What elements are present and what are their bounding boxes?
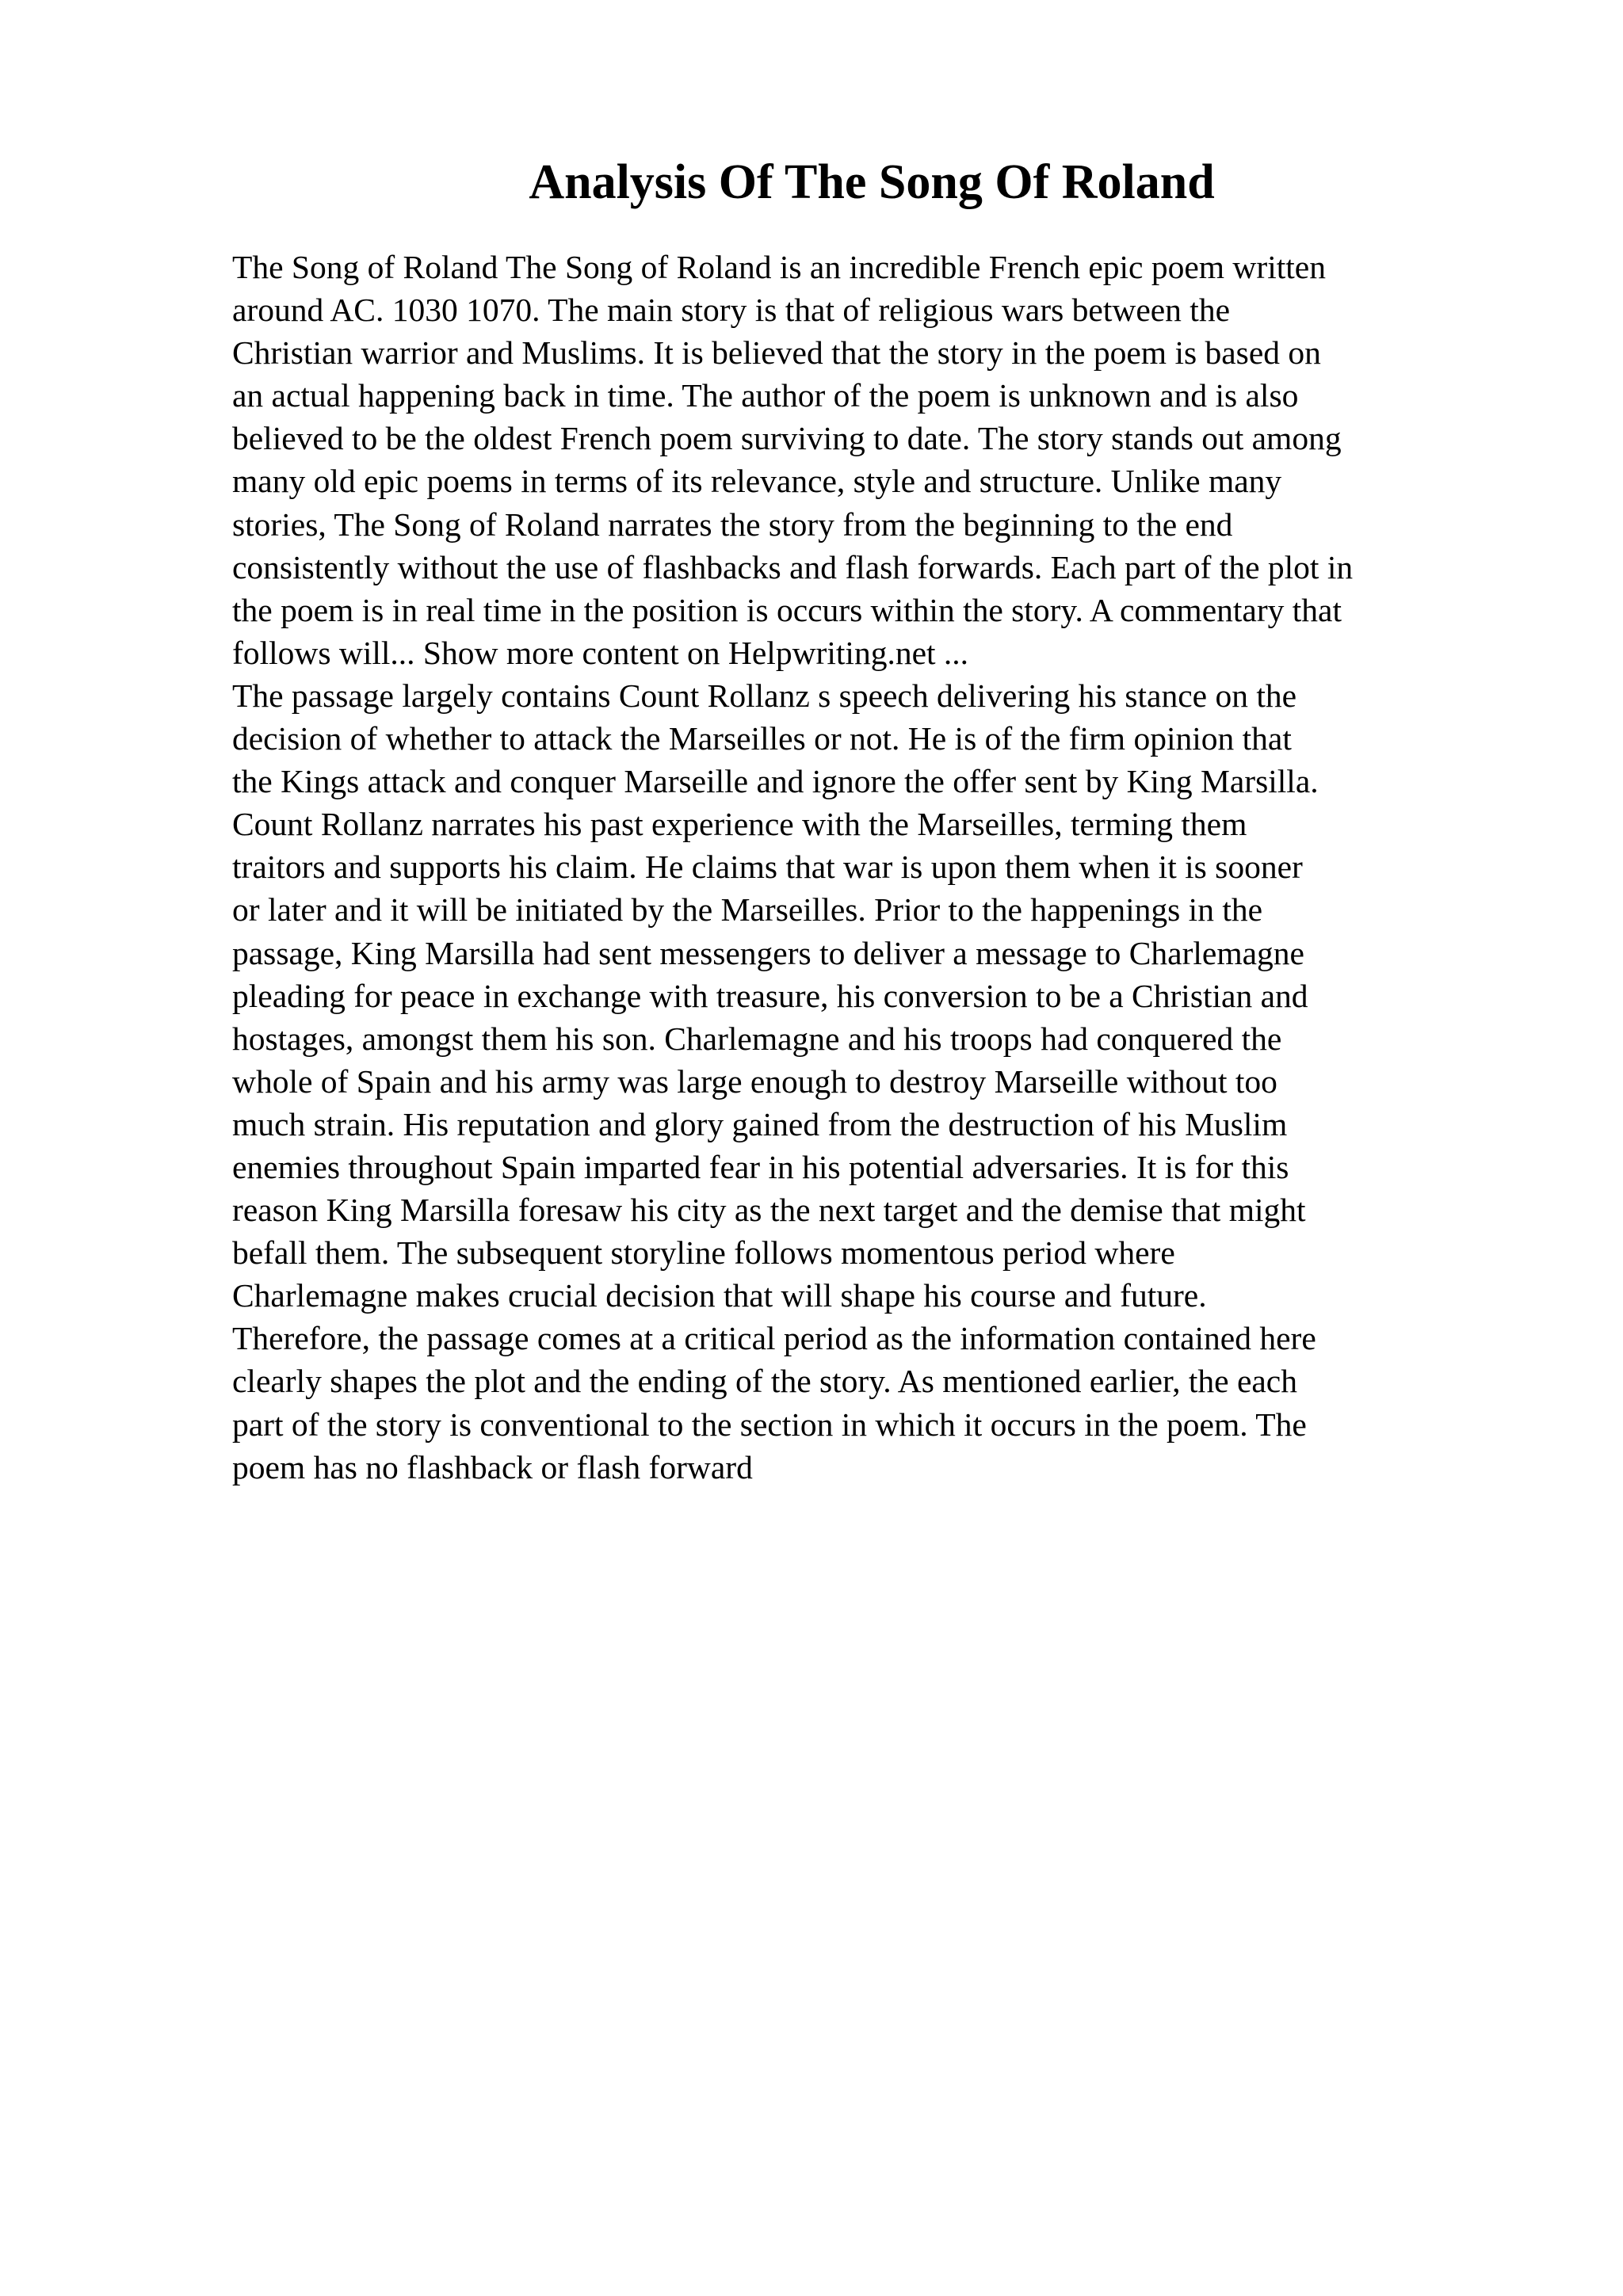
body-text-line: The Song of Roland The Song of Roland is an incredible French epic poem written (232, 249, 1326, 285)
body-text-line: pleading for peace in exchange with treasure, his conversion to be a Christian and (232, 977, 1308, 1014)
body-text-line: The passage largely contains Count Rollanz s speech delivering his stance on the (232, 677, 1297, 714)
body-text-line: an actual happening back in time. The author of the poem is unknown and is also (232, 377, 1299, 414)
body-text-line: reason King Marsilla foresaw his city as the next target and the demise that might (232, 1192, 1306, 1229)
body-text-line: the poem is in real time in the position is occurs within the story. A commentary that (232, 591, 1342, 628)
document-body (232, 246, 1500, 1489)
body-text-line: part of the story is conventional to the section in which it occurs in the poem. The (232, 1405, 1307, 1443)
body-text-line: the Kings attack and conquer Marseille and ignore the offer sent by King Marsilla. (232, 763, 1319, 800)
body-text-line: enemies throughout Spain imparted fear in his potential adversaries. It is for this (232, 1148, 1289, 1185)
body-text-line: much strain. His reputation and glory gained from the destruction of his Muslim (232, 1105, 1288, 1142)
body-text-line: decision of whether to attack the Marseilles or not. He is of the firm opinion that (232, 720, 1292, 757)
body-text-line: clearly shapes the plot and the ending of the story. As mentioned earlier, the each (232, 1363, 1297, 1400)
document-title: Analysis Of The Song Of Roland (529, 155, 1215, 209)
body-text-line: believed to be the oldest French poem surviving to date. The story stands out among (232, 420, 1342, 457)
body-text-line: poem has no flashback or flash forward (232, 1448, 753, 1486)
body-text-line: Charlemagne makes crucial decision that will shape his course and future. (232, 1277, 1207, 1314)
body-text-line: whole of Spain and his army was large enough to destroy Marseille without too (232, 1062, 1277, 1100)
body-text-line: passage, King Marsilla had sent messengers to deliver a message to Charlemagne (232, 934, 1304, 971)
body-text-line: hostages, amongst them his son. Charlemagne and his troops had conquered the (232, 1020, 1282, 1057)
body-text-line: many old epic poems in terms of its relevance, style and structure. Unlike many (232, 463, 1282, 500)
body-text-line: stories, The Song of Roland narrates the story from the beginning to the end (232, 505, 1233, 543)
body-text-line: Therefore, the passage comes at a critical period as the information contained here (232, 1320, 1316, 1357)
body-text-line: traitors and supports his claim. He claims that war is upon them when it is sooner (232, 849, 1303, 886)
body-text-line: around AC. 1030 1070. The main story is that of religious wars between the (232, 292, 1231, 329)
body-text-line: Christian warrior and Muslims. It is believed that the story in the poem is based on (232, 334, 1321, 372)
body-text-line: or later and it will be initiated by the Marseilles. Prior to the happenings in the (232, 891, 1263, 929)
body-text-line: Count Rollanz narrates his past experience with the Marseilles, terming them (232, 806, 1247, 843)
body-text-line: consistently without the use of flashbacks and flash forwards. Each part of the plot in (232, 548, 1354, 585)
body-text-line: follows will... Show more content on Helpwriting.net ... (232, 634, 969, 671)
body-text-line: befall them. The subsequent storyline follows momentous period where (232, 1234, 1175, 1272)
